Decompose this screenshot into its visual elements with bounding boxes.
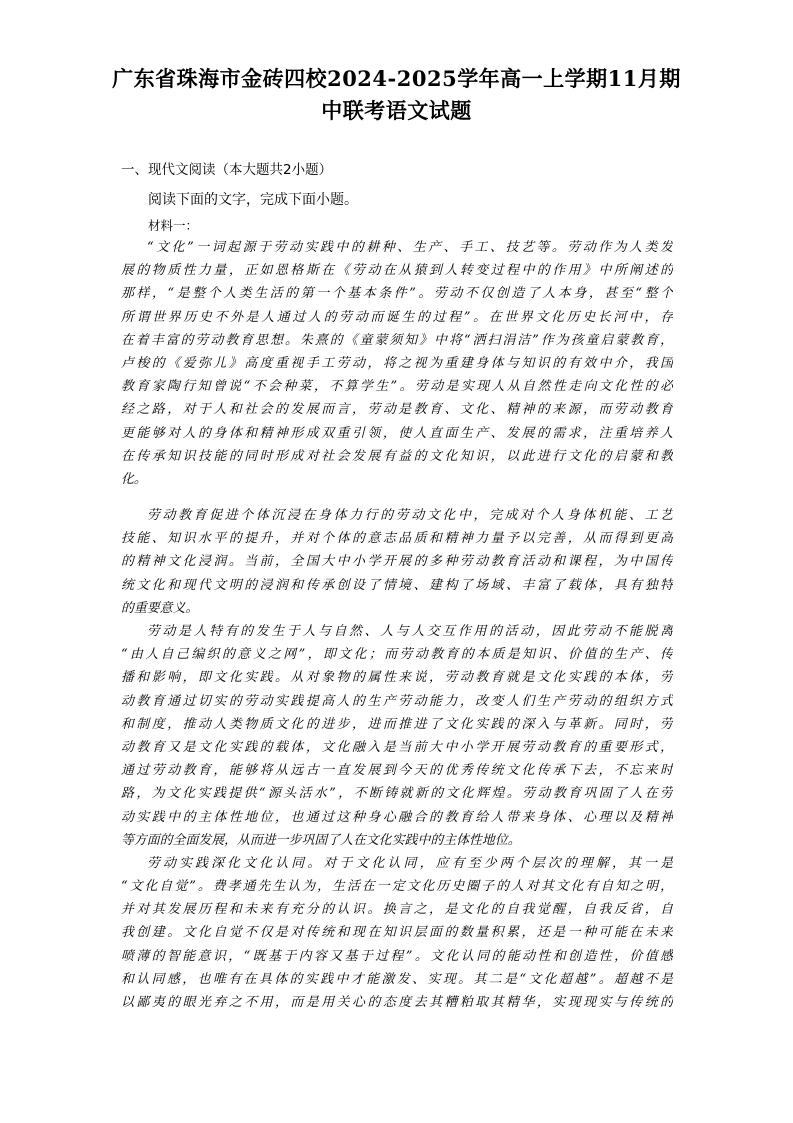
text-line: 教育家陶行知曾说“不会种菜，不算学生”。劳动是实现人从自然性走向文化性的必 bbox=[121, 379, 673, 395]
text-line: 等方面的全面发展，从而进一步巩固了人在文化实践中的主体性地位。 bbox=[121, 832, 521, 848]
text-line: “文化”一词起源于劳动实践中的耕种、生产、手工、技艺等。劳动作为人类发 bbox=[147, 240, 673, 255]
text-line: 更能够对人的身体和精神形成双重引领，使人直面生产、发展的需求，注重培养人 bbox=[121, 425, 673, 441]
text-line: 劳动是人特有的发生于人与自然、人与人交互作用的活动，因此劳动不能脱离 bbox=[147, 624, 673, 639]
text-line: 卢梭的《爱弥儿》高度重视手工劳动，将之视为重建身体与知识的有效中介，我国 bbox=[121, 355, 673, 371]
text-line: 播和影响，即文化实践。从对象物的属性来说，劳动教育就是文化实践的本体，劳 bbox=[121, 670, 673, 686]
text-line: 在着丰富的劳动教育思想。朱熹的《童蒙须知》中将“洒扫涓洁”作为孩童启蒙教育， bbox=[121, 332, 673, 348]
paragraph-4 bbox=[121, 852, 673, 1014]
text-line: 劳动教育促进个体沉浸在身体力行的劳动文化中，完成对个人身体机能、工艺 bbox=[147, 508, 673, 524]
text-line: “文化自觉”。费孝通先生认为，生活在一定文化历史圈子的人对其文化有自知之明， bbox=[121, 879, 673, 895]
text-line: “由人自己编织的意义之网”，即文化；而劳动教育的本质是知识、价值的生产、传 bbox=[121, 647, 673, 663]
text-line: 经之路，对于人和社会的发展而言，劳动是教育、文化、精神的来源，而劳动教育 bbox=[121, 402, 673, 418]
text-line: 我创建。文化自觉不仅是对传统和现在知识层面的数量积累，还是一种可能在未来 bbox=[121, 925, 673, 941]
text-line: 的重要意义。 bbox=[121, 600, 199, 616]
material-label: 材料一： bbox=[148, 218, 199, 233]
text-line: 动教育又是文化实践的载体，文化融入是当前大中小学开展劳动教育的重要形式， bbox=[121, 739, 673, 755]
text-line: 展的物质性力量，正如恩格斯在《劳动在从猿到人转变过程中的作用》中所阐述的 bbox=[121, 263, 673, 279]
reading-instruction: 阅读下面的文字，完成下面小题。 bbox=[148, 192, 358, 208]
text-line: 在传承知识技能的同时形成对社会发展有益的文化知识，以此进行文化的启蒙和教 bbox=[121, 448, 673, 464]
text-line: 的精神文化浸润。当前，全国大中小学开展的多种劳动教育活动和课程，为中国传 bbox=[121, 554, 673, 570]
text-line: 以鄙夷的眼光弃之不用，而是用关心的态度去其糟粕取其精华，实现现实与传统的 bbox=[121, 995, 673, 1010]
section-heading: 一、现代文阅读（本大题共2小题） bbox=[121, 162, 333, 178]
document-title-line-1: 广东省珠海市金砖四校2024-2025学年高一上学期11月期 bbox=[112, 66, 681, 91]
text-line: 劳动实践深化文化认同。对于文化认同，应有至少两个层次的理解，其一是 bbox=[147, 855, 673, 871]
text-line: 所谓世界历史不外是人通过人的劳动而诞生的过程”。在世界文化历史长河中，存 bbox=[121, 309, 673, 325]
text-line: 通过劳动教育，能够将从远古一直发展到今天的优秀传统文化传承下去，不忘来时 bbox=[121, 763, 673, 779]
article-body bbox=[121, 236, 673, 1014]
paragraph-2 bbox=[121, 504, 673, 620]
text-line: 那样，“是整个人类生活的第一个基本条件”。劳动不仅创造了人本身，甚至“整个 bbox=[121, 286, 673, 302]
text-line: 动教育通过切实的劳动实践提高人的生产劳动能力，改变人们生产劳动的组织方式 bbox=[121, 693, 673, 709]
text-line: 和制度，推动人类物质文化的进步，进而推进了文化实践的深入与革新。同时，劳 bbox=[121, 716, 673, 732]
text-line: 并对其发展历程和未来有充分的认识。换言之，是文化的自我觉醒，自我反省，自 bbox=[121, 902, 673, 918]
text-line: 喷薄的智能意识，“既基于内容又基于过程”。文化认同的能动性和创造性，价值感 bbox=[121, 948, 673, 964]
text-line: 技能、知识水平的提升，并对个体的意志品质和精神力量予以完善，从而得到更高 bbox=[121, 531, 673, 547]
text-line: 统文化和现代文明的浸润和传承创设了情境、建构了场域、丰富了载体，具有独特 bbox=[121, 577, 673, 593]
document-title-line-2: 中联考语文试题 bbox=[321, 98, 472, 123]
text-line: 化。 bbox=[121, 471, 147, 487]
text-line: 路，为文化实践提供“源头活水”，不断铸就新的文化辉煌。劳动教育巩固了人在劳 bbox=[121, 786, 673, 802]
paragraph-3 bbox=[121, 620, 673, 852]
paragraph-1 bbox=[121, 236, 673, 491]
text-line: 和认同感，也唯有在具体的实践中才能激发、实现。其二是“文化超越”。超越不是 bbox=[121, 971, 673, 987]
text-line: 动实践中的主体性地位，也通过这种身心融合的教育给人带来身体、心理以及精神 bbox=[121, 809, 673, 825]
